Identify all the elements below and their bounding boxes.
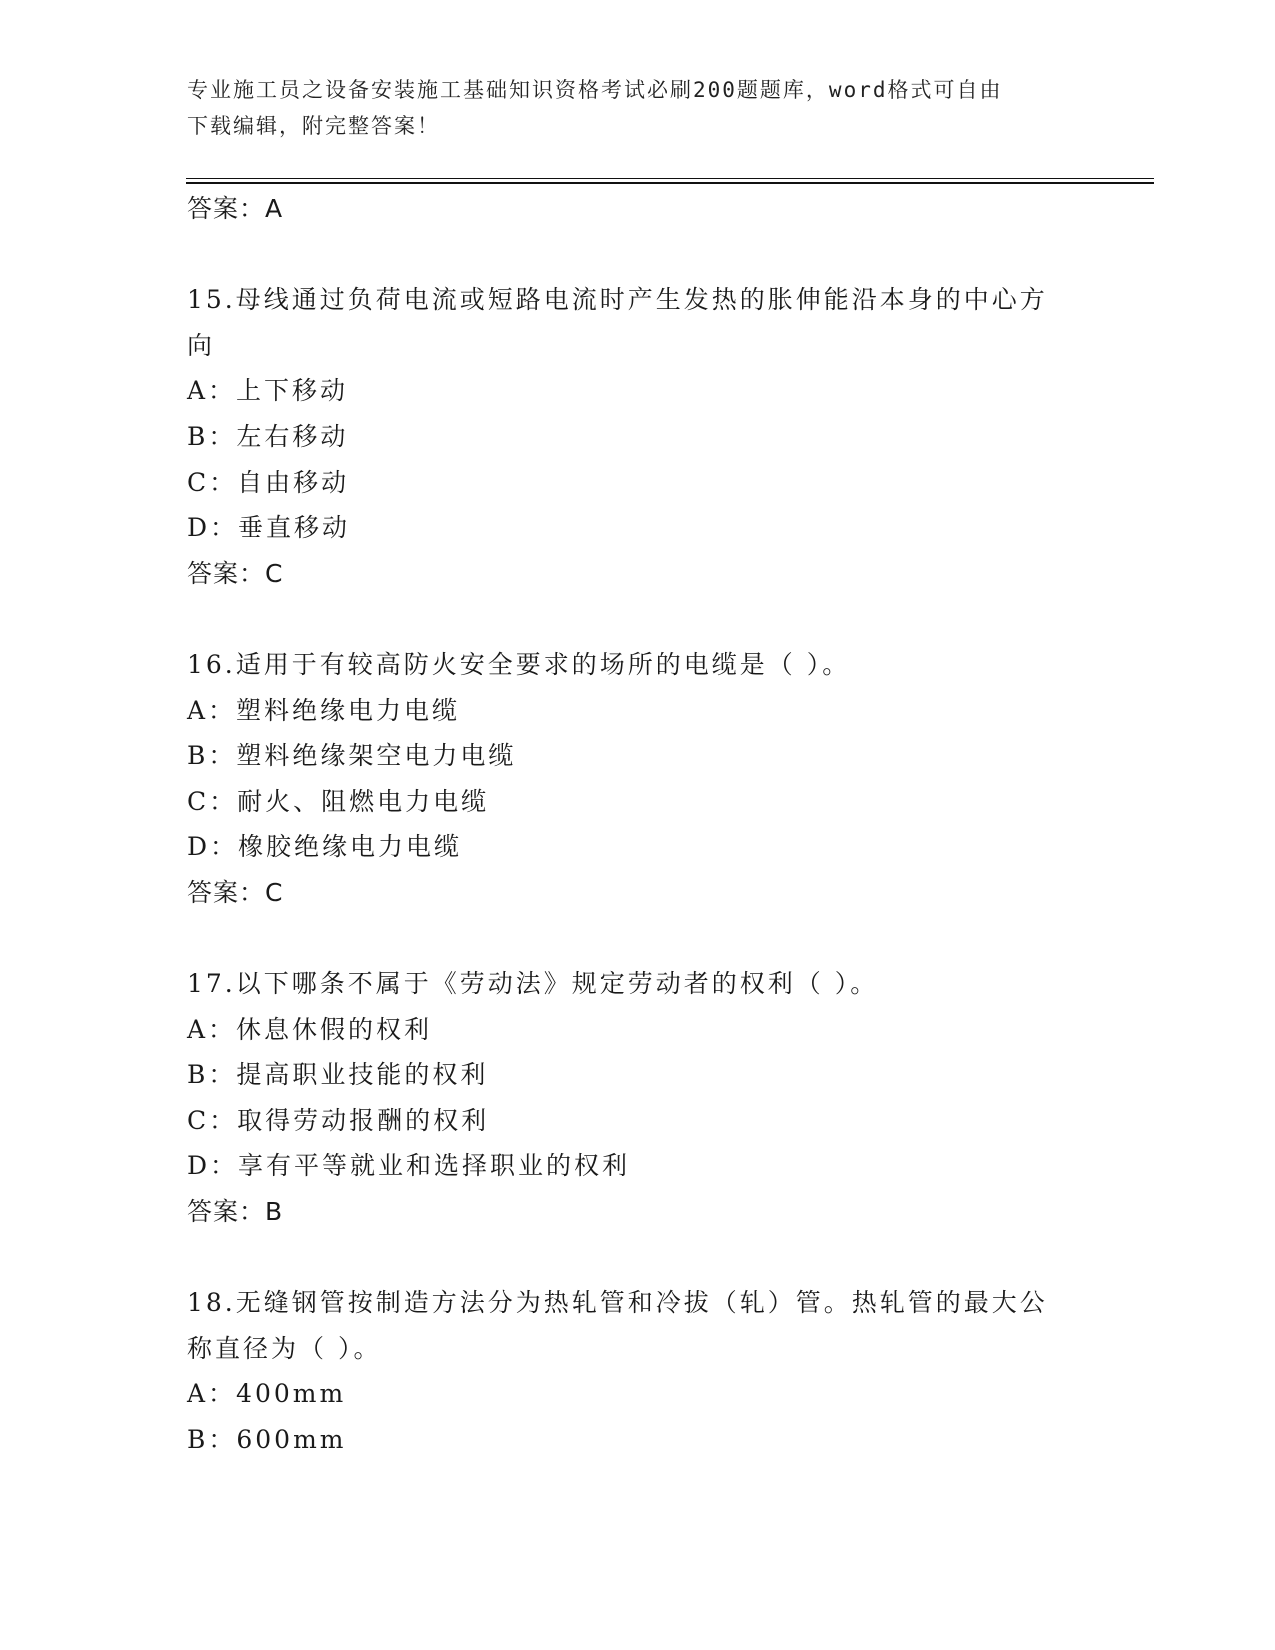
question-15 (187, 277, 1087, 596)
answer-label: 答案： (187, 194, 266, 223)
answer-value: C (265, 877, 284, 907)
answer-value: C (265, 558, 284, 588)
question-16 (187, 642, 1087, 916)
previous-answer (187, 186, 1087, 232)
spacer (187, 232, 1087, 278)
answer-label: 答案： (187, 877, 266, 907)
question-18 (187, 1280, 1087, 1462)
header-divider-thick (186, 182, 1154, 184)
option-b: B：塑料绝缘架空电力电缆 (187, 741, 517, 771)
question-list (187, 186, 1087, 1463)
option-a: A：400mm (187, 1379, 347, 1409)
question-17 (187, 961, 1087, 1235)
answer (187, 870, 1087, 916)
answer-label: 答案： (187, 1197, 266, 1227)
header-line-1: 专业施工员之设备安装施工基础知识资格考试必刷200题题库，word格式可自由 (187, 78, 1003, 102)
answer (187, 551, 1087, 597)
option-c: C：自由移动 (187, 467, 350, 497)
option-d: D：橡胶绝缘电力电缆 (187, 832, 463, 862)
question-stem-line: 18.无缝钢管按制造方法分为热轧管和冷拔（轧）管。热轧管的最大公 (187, 1288, 1048, 1318)
answer (187, 1189, 1087, 1235)
option-d: D：享有平等就业和选择职业的权利 (187, 1151, 631, 1181)
option-b: B：600mm (187, 1425, 347, 1455)
answer-value: B (265, 1197, 284, 1227)
option-c: C：耐火、阻燃电力电缆 (187, 786, 490, 816)
spacer (187, 596, 1087, 642)
spacer (187, 1235, 1087, 1281)
question-stem-line: 称直径为（ ）。 (187, 1333, 382, 1363)
header-divider-thin (186, 178, 1154, 179)
option-a: A：休息休假的权利 (187, 1014, 433, 1044)
option-b: B：左右移动 (187, 421, 349, 451)
question-stem-line: 17.以下哪条不属于《劳动法》规定劳动者的权利（ ）。 (187, 969, 879, 999)
option-a: A：塑料绝缘电力电缆 (187, 695, 461, 725)
option-d: D：垂直移动 (187, 513, 351, 543)
document-header (187, 72, 1067, 144)
answer-label: 答案： (187, 558, 266, 588)
header-line-2: 下载编辑，附完整答案！ (187, 114, 440, 138)
question-stem-line: 16.适用于有较高防火安全要求的场所的电缆是（ ）。 (187, 649, 851, 679)
option-c: C：取得劳动报酬的权利 (187, 1105, 490, 1135)
question-stem-line: 15.母线通过负荷电流或短路电流时产生发热的胀伸能沿本身的中心方 (187, 285, 1048, 315)
option-b: B：提高职业技能的权利 (187, 1060, 489, 1090)
spacer (187, 916, 1087, 962)
answer-value: A (265, 194, 284, 223)
option-a: A：上下移动 (187, 376, 349, 406)
question-stem-line: 向 (187, 330, 216, 360)
